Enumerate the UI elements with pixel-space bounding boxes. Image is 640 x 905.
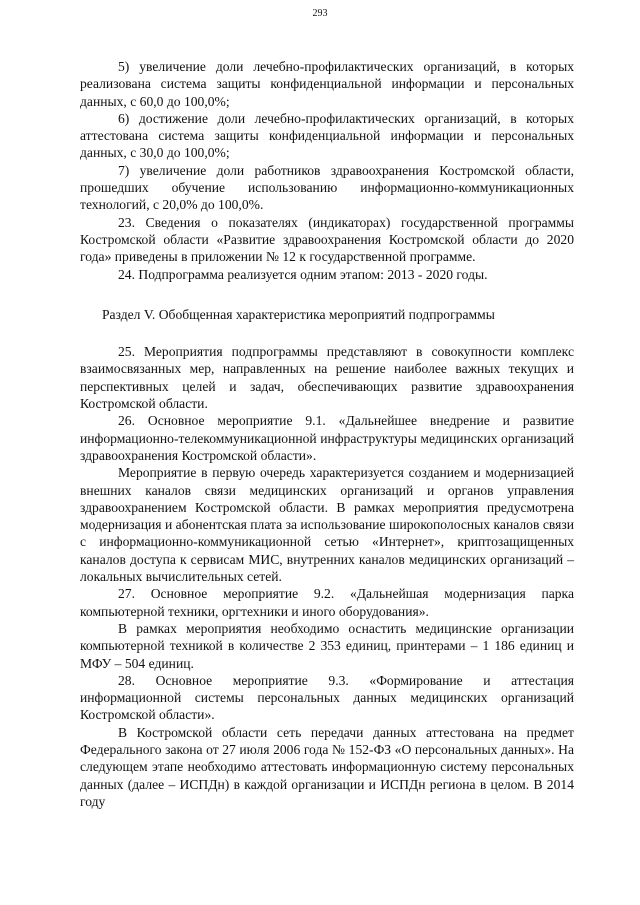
section-heading: Раздел V. Обобщенная характеристика мероприятий подпрограммы bbox=[102, 306, 495, 322]
paragraph-28-description: В Костромской области сеть передачи данных аттестована на предмет Федерального закона от 27 июля 2006 года № 152-ФЗ «О персональных данных». На следующем этапе необходимо аттестовать информационную систему персональных данных (далее – ИСПДн) в каждой организации и ИСПДн региона в целом. В 2014 году bbox=[80, 724, 574, 809]
paragraph-28: 28. Основное мероприятие 9.3. «Формирование и аттестация информационной системы персональных данных медицинских организаций Костромской области». bbox=[80, 672, 574, 723]
paragraph-26: 26. Основное мероприятие 9.1. «Дальнейшее внедрение и развитие информационно-телекоммуникационной инфраструктуры медицинских организаций здравоохранения Костромской области». bbox=[80, 413, 574, 463]
page-number: 293 bbox=[312, 8, 328, 19]
paragraph-item-5: 5) увеличение доли лечебно-профилактических организаций, в которых реализована система защиты конфиденциальной информации и персональных данных, с 60,0 до 100,0%; bbox=[80, 59, 574, 109]
paragraph-item-6: 6) достижение доли лечебно-профилактических организаций, в которых аттестована система защиты конфиденциальной информации и персональных данных, с 30,0 до 100,0%; bbox=[80, 110, 574, 161]
document-body bbox=[80, 58, 574, 810]
paragraph-25: 25. Мероприятия подпрограммы представляют в совокупности комплекс взаимосвязанных мер, направленных на решение наиболее важных текущих и перспективных целей и задач, обеспечивающих развитие здравоохранения Костромской области. bbox=[80, 344, 574, 412]
paragraph-27: 27. Основное мероприятие 9.2. «Дальнейшая модернизация парка компьютерной техники, оргтехники и иного оборудования». bbox=[80, 586, 574, 619]
paragraph-item-7: 7) увеличение доли работников здравоохранения Костромской области, прошедших обучение использованию информационно-коммуникационных технологий, с 20,0% до 100,0%. bbox=[80, 162, 574, 213]
paragraph-27-description: В рамках мероприятия необходимо оснастить медицинские организации компьютерной техникой в количестве 2 353 единиц, принтерами – 1 186 единиц и МФУ – 504 единиц. bbox=[80, 620, 574, 671]
paragraph-23: 23. Сведения о показателях (индикаторах) государственной программы Костромской области «Развитие здравоохранения Костромской области до 2020 года» приведены в приложении № 12 к государственной программе. bbox=[80, 214, 574, 265]
paragraph-26-description: Мероприятие в первую очередь характеризуется созданием и модернизацией внешних каналов связи медицинских организаций и органов управления здравоохранением Костромской области. В рамках мероприятия предусмотрена модернизация и абонентская плата за использование широкополосных каналов связи с информационно-коммуникационной сетью «Интернет», криптозащищенных каналов доступа к сервисам МИС, внутренних каналов медицинских организаций – локальных вычислительных сетей. bbox=[80, 465, 574, 585]
paragraph-24: 24. Подпрограмма реализуется одним этапом: 2013 - 2020 годы. bbox=[118, 266, 488, 282]
